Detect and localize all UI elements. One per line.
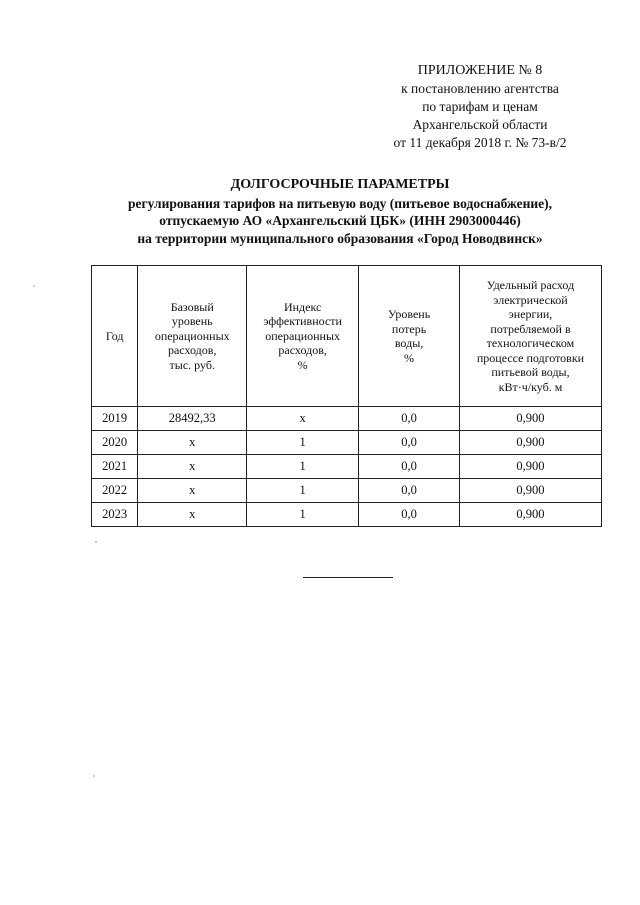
cell-efficiency-index: 1 bbox=[247, 455, 359, 479]
cell-base-opex: 28492,33 bbox=[138, 407, 247, 431]
header-year bbox=[92, 266, 138, 407]
cell-water-loss: 0,0 bbox=[359, 407, 460, 431]
header-efficiency-index bbox=[247, 266, 359, 407]
header-line: Уровень bbox=[387, 307, 431, 321]
heading-line-1: регулирования тарифов на питьевую воду (питьевое водоснабжение), bbox=[127, 195, 553, 211]
header-line: тыс. руб. bbox=[169, 357, 215, 372]
header-line: электрической bbox=[493, 292, 568, 307]
table-row bbox=[92, 407, 602, 431]
cell-year: 2020 bbox=[92, 431, 138, 455]
header-energy-consumption bbox=[459, 266, 601, 407]
appendix-line-3: Архангельской области bbox=[412, 117, 548, 132]
cell-efficiency-index: х bbox=[247, 407, 359, 431]
cell-efficiency-index: 1 bbox=[247, 479, 359, 503]
cell-year: 2023 bbox=[92, 503, 138, 527]
header-water-loss bbox=[359, 266, 460, 407]
appendix-line-1: к постановлению агентства bbox=[401, 81, 559, 96]
table-row bbox=[92, 479, 602, 503]
table-row bbox=[92, 431, 602, 455]
header-line: эффективности bbox=[263, 314, 342, 329]
header-line: потерь bbox=[391, 321, 427, 336]
cell-energy-consumption: 0,900 bbox=[459, 479, 601, 503]
header-line: Удельный расход bbox=[486, 278, 575, 292]
cell-energy-consumption: 0,900 bbox=[459, 503, 601, 527]
closing-rule bbox=[303, 577, 393, 578]
header-line: операционных bbox=[265, 328, 341, 343]
scan-speck bbox=[95, 541, 97, 543]
heading-line-2: отпускаемую АО «Архангельский ЦБК» (ИНН 2903000446) bbox=[159, 213, 521, 228]
header-line: потребляемой в bbox=[490, 321, 571, 336]
cell-year: 2021 bbox=[92, 455, 138, 479]
cell-efficiency-index: 1 bbox=[247, 503, 359, 527]
table-row bbox=[92, 455, 602, 479]
cell-water-loss: 0,0 bbox=[359, 455, 460, 479]
cell-water-loss: 0,0 bbox=[359, 479, 460, 503]
cell-energy-consumption: 0,900 bbox=[459, 455, 601, 479]
table-row bbox=[92, 503, 602, 527]
table-header-row bbox=[92, 266, 602, 407]
scan-speck bbox=[33, 285, 35, 287]
header-line: Индекс bbox=[283, 299, 322, 314]
cell-water-loss: 0,0 bbox=[359, 503, 460, 527]
cell-base-opex: х bbox=[138, 479, 247, 503]
cell-base-opex: х bbox=[138, 431, 247, 455]
header-line: энергии, bbox=[508, 307, 553, 321]
header-line: воды, bbox=[394, 336, 424, 350]
header-line: Год bbox=[105, 328, 124, 343]
header-line: % bbox=[297, 357, 308, 372]
cell-base-opex: х bbox=[138, 503, 247, 527]
header-line: кВт·ч/куб. м bbox=[498, 379, 563, 394]
appendix-line-2: по тарифам и ценам bbox=[422, 99, 538, 114]
appendix-line-4: от 11 декабря 2018 г. № 73-в/2 bbox=[393, 135, 567, 150]
header-line: расходов, bbox=[167, 343, 217, 358]
scan-speck bbox=[93, 775, 95, 777]
cell-energy-consumption: 0,900 bbox=[459, 407, 601, 431]
parameters-table bbox=[91, 265, 602, 527]
document-heading bbox=[80, 176, 600, 247]
document-title: ДОЛГОСРОЧНЫЕ ПАРАМЕТРЫ bbox=[230, 177, 450, 192]
appendix-title: ПРИЛОЖЕНИЕ № 8 bbox=[417, 63, 543, 78]
header-line: операционных bbox=[154, 328, 230, 343]
appendix-block bbox=[360, 62, 600, 152]
header-base-opex bbox=[138, 266, 247, 407]
cell-base-opex: х bbox=[138, 455, 247, 479]
header-line: % bbox=[404, 350, 415, 365]
header-line: питьевой воды, bbox=[491, 365, 570, 379]
cell-water-loss: 0,0 bbox=[359, 431, 460, 455]
header-line: уровень bbox=[171, 314, 213, 329]
cell-efficiency-index: 1 bbox=[247, 431, 359, 455]
header-line: процессе подготовки bbox=[476, 350, 585, 365]
header-line: расходов, bbox=[278, 343, 327, 358]
cell-year: 2019 bbox=[92, 407, 138, 431]
cell-year: 2022 bbox=[92, 479, 138, 503]
header-line: технологическом bbox=[486, 336, 575, 350]
heading-line-3: на территории муниципального образования «Город Новодвинск» bbox=[137, 230, 543, 246]
header-line: Базовый bbox=[170, 299, 214, 314]
cell-energy-consumption: 0,900 bbox=[459, 431, 601, 455]
